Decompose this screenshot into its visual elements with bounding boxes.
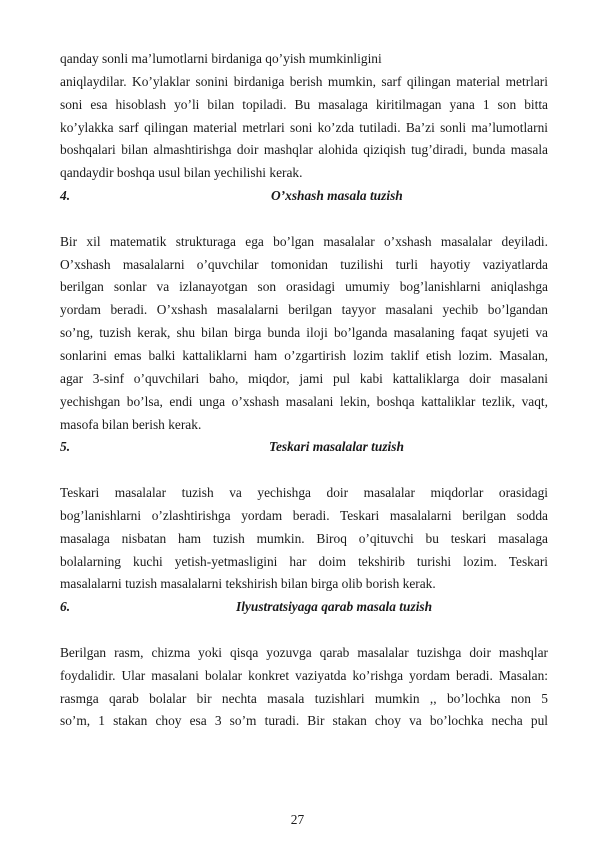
- text-line: masalalarni tuzish masalalarni tekshirish bilan birga olib borish kerak.: [60, 576, 436, 592]
- section-title: Teskari masalalar tuzish: [269, 439, 404, 455]
- text-line: sonlarini emas balki kattaliklarni ham o’zgartirish lozim taklif etish lozim. Masalan,: [60, 347, 548, 363]
- text-line: rasmga qarab bolalar bir nechta masala tuzishlari mumkin ,, bo’lochka non 5: [60, 690, 548, 706]
- text-line: masalaga nisbatan ham tuzish mumkin. Biroq o’qituvchi bu teskari masalaga: [60, 530, 548, 546]
- section-title: Ilyustratsiyaga qarab masala tuzish: [236, 599, 433, 615]
- section-heading: [60, 596, 548, 619]
- text-line: Bir xil matematik strukturaga ega bo’lgan masalalar o’xshash masalalar deyiladi.: [60, 233, 548, 249]
- text-line: soni esa hisoblash yo’li bilan topiladi. Bu masalaga kiritilmagan yana 1 son bitta: [60, 96, 548, 112]
- text-line: aniqlaydilar. Ko’ylaklar sonini birdaniga berish mumkin, sarf qilingan material metrlari: [60, 73, 548, 89]
- text-line: bog’lanishlarni o’zlashtirishga yordam beradi. Teskari masalalarni berilgan sodda: [60, 507, 548, 523]
- text-line: qandaydir boshqa usul bilan yechilishi kerak.: [60, 165, 303, 181]
- text-line: masofa bilan berish kerak.: [60, 416, 202, 432]
- text-line: foydalidir. Ular masalani bolalar konkret vaziyatda ko’rishga yordam beradi. Masalan:: [60, 667, 548, 683]
- text-line: O’xshash masalalarni o’quvchilar tomonidan tuzilishi turli hayotiy vaziyatlarda: [60, 256, 548, 272]
- text-line: so’ng, tuzish kerak, shu bilan birga bunda iloji bo’lganda masalaning faqat syujeti va: [60, 325, 548, 341]
- text-line: Berilgan rasm, chizma yoki qisqa yozuvga qarab masalalar tuzishga doir mashqlar: [60, 644, 548, 660]
- text-line: bolalarning kuchi yetish-yetmasligini har doim tekshirib turishi lozim. Teskari: [60, 553, 548, 569]
- text-line: yechishgan bo’lsa, endi unga o’xshash masalani lekin, boshqa kattaliklar tezlik, vaqt,: [60, 393, 548, 409]
- text-line: agar 3-sinf o’quvchilari baho, miqdor, jami pul kabi kattaliklarga doir masalani: [60, 370, 548, 386]
- text-line: ko’ylakka sarf qilingan material metrlari soni ko’zda tutiladi. Ba’zi sonli ma’lumotlarni: [60, 119, 548, 135]
- document-page: [60, 48, 548, 733]
- text-line: yordam beradi. O’xshash masalalarni berilgan tayyor masalani yechib bo’lgandan: [60, 302, 548, 318]
- section-title: O’xshash masala tuzish: [271, 188, 403, 204]
- section-heading: [60, 436, 548, 459]
- text-line: so’m, 1 stakan choy esa 3 so’m turadi. Bir stakan choy va bo’lochka necha pul: [60, 713, 548, 729]
- section-number: 4.: [60, 188, 71, 204]
- page-number: 27: [290, 812, 305, 827]
- text-line: Teskari masalalar tuzish va yechishga doir masalalar miqdorlar orasidagi: [60, 485, 548, 501]
- section-number: 5.: [60, 439, 71, 455]
- section-heading: [60, 185, 548, 208]
- section-number: 6.: [60, 599, 71, 615]
- text-line: qanday sonli ma’lumotlarni birdaniga qo’yish mumkinligini: [60, 51, 382, 66]
- text-line: boshqalari bilan almashtirishga doir mashqlar alohida qiziqish tug’diradi, bunda masala: [60, 142, 548, 158]
- text-line: berilgan sonlar va izlanayotgan son orasidagi umumiy bog’lanishlarni aniqlashga: [60, 279, 548, 295]
